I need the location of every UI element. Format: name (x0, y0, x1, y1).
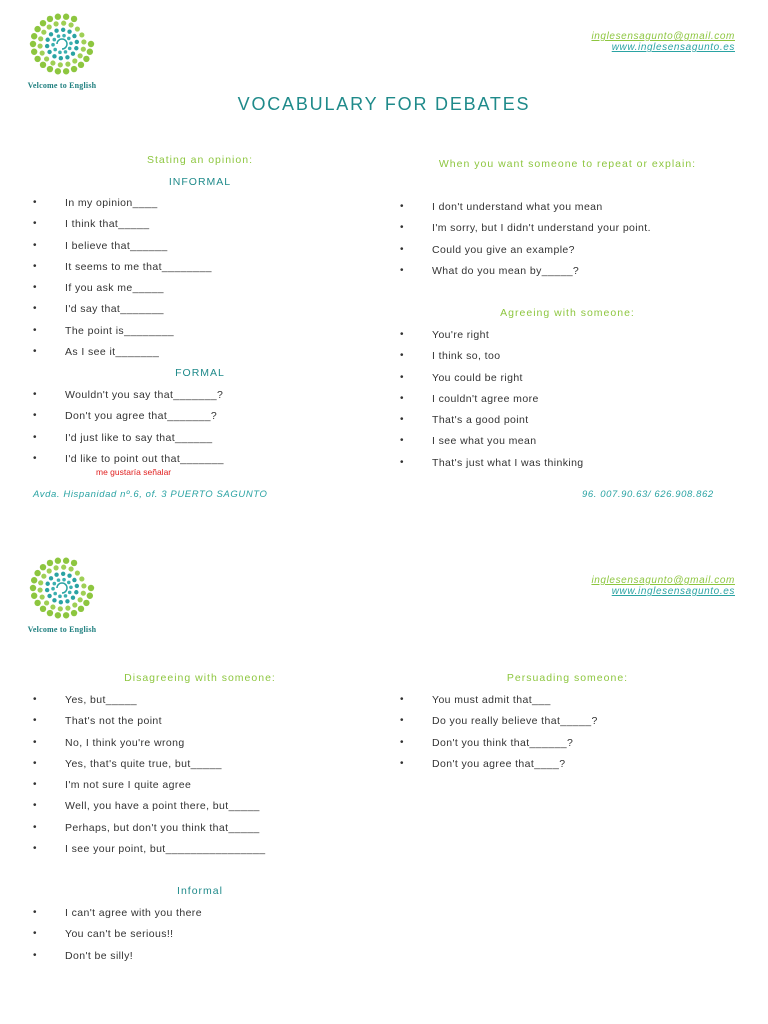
bullet-icon: • (33, 928, 37, 940)
list-item (33, 779, 265, 800)
bullet-icon: • (400, 456, 404, 468)
bullet-icon: • (400, 329, 404, 340)
logo (12, 554, 112, 634)
bullet-icon: • (33, 282, 37, 294)
list-item-text: Perhaps, but don't you think that_____ (65, 821, 260, 834)
list-item (400, 393, 584, 414)
list-item (33, 907, 202, 928)
bullet-icon: • (33, 843, 37, 855)
bullet-icon: • (400, 222, 404, 234)
list-item (33, 197, 212, 218)
bullet-icon: • (33, 218, 37, 230)
list-item (400, 265, 651, 286)
list-item-text: I don't understand what you mean (432, 201, 603, 213)
list-item-text: I believe that______ (65, 239, 168, 252)
list-item-text: Wouldn't you say that_______? (65, 389, 224, 401)
bullet-icon: • (400, 715, 404, 727)
bullet-icon: • (400, 414, 404, 426)
list-item (33, 928, 202, 949)
list-item (400, 694, 598, 715)
list-item (33, 737, 265, 758)
list-item (400, 201, 651, 222)
list-item (33, 715, 265, 736)
disagreeing-heading: Disagreeing with someone: (124, 672, 276, 684)
logo (12, 10, 112, 90)
bullet-icon: • (400, 694, 404, 705)
bullet-icon: • (33, 800, 37, 812)
list-item-text: If you ask me_____ (65, 282, 164, 295)
formal-label: FORMAL (175, 367, 225, 379)
informal-disagree-label: Informal (177, 885, 223, 897)
page-title: VOCABULARY FOR DEBATES (237, 94, 531, 114)
bullet-icon: • (400, 435, 404, 447)
list-item (400, 435, 584, 456)
list-item (33, 843, 265, 864)
list-item-text: Don't you agree that_______? (65, 410, 218, 423)
list-item-text: Don't you think that______? (432, 736, 574, 749)
list-item-text: I'd just like to say that______ (65, 431, 213, 444)
list-item (33, 950, 202, 971)
list-item (33, 218, 212, 239)
bullet-icon: • (33, 239, 37, 251)
list-item (33, 758, 265, 779)
formal-opinion-list (33, 389, 224, 474)
bullet-icon: • (33, 260, 37, 272)
list-item (33, 325, 212, 346)
list-item-text: As I see it_______ (65, 346, 160, 359)
bullet-icon: • (33, 757, 37, 769)
list-item-text: Yes, but_____ (65, 694, 137, 706)
list-item (33, 694, 265, 715)
list-item (400, 715, 598, 736)
bullet-icon: • (33, 821, 37, 833)
email-link[interactable]: inglesensagunto@gmail.com (591, 31, 735, 42)
list-item-text: You could be right (432, 371, 523, 384)
bullet-icon: • (33, 324, 37, 336)
bullet-icon: • (33, 715, 37, 727)
list-item-text: I'd like to point out that_______ (65, 452, 224, 465)
bullet-icon: • (400, 350, 404, 362)
list-item (400, 329, 584, 350)
logo-text: Velcome to English (27, 625, 97, 634)
bullet-icon: • (400, 264, 404, 276)
list-item-text: You're right (432, 329, 490, 341)
list-item (33, 410, 224, 431)
list-item-text: I see what you mean (432, 435, 537, 448)
list-item-text: That's just what I was thinking (432, 456, 584, 469)
list-item-text: Don't you agree that____? (432, 757, 566, 770)
list-item (400, 737, 598, 758)
list-item-text: The point is________ (65, 324, 174, 337)
bullet-icon: • (33, 779, 37, 791)
phone-numbers: 96. 007.90.63/ 626.908.862 (582, 489, 714, 500)
list-item (400, 222, 651, 243)
list-item (400, 244, 651, 265)
bullet-icon: • (33, 410, 37, 422)
agreeing-heading: Agreeing with someone: (500, 307, 635, 319)
bullet-icon: • (400, 736, 404, 748)
list-item (400, 758, 598, 779)
list-item-text: I couldn't agree more (432, 392, 539, 405)
bullet-icon: • (400, 371, 404, 383)
list-item (400, 414, 584, 435)
bullet-icon: • (33, 907, 37, 918)
list-item-text: Do you really believe that_____? (432, 715, 598, 728)
contact-block (515, 31, 735, 53)
list-item (33, 432, 224, 453)
email-link[interactable]: inglesensagunto@gmail.com (591, 575, 735, 586)
agreeing-list (400, 329, 584, 478)
bullet-icon: • (33, 949, 37, 961)
list-item-text: You must admit that___ (432, 694, 551, 706)
list-item-text: No, I think you're wrong (65, 736, 185, 749)
bullet-icon: • (33, 303, 37, 315)
bullet-icon: • (400, 243, 404, 255)
bullet-icon: • (400, 201, 404, 212)
list-item-text: Could you give an example? (432, 243, 575, 256)
list-item (33, 261, 212, 282)
persuading-list (400, 694, 598, 779)
list-item (33, 822, 265, 843)
bullet-icon: • (400, 392, 404, 404)
list-item (400, 350, 584, 371)
list-item-text: In my opinion____ (65, 197, 158, 209)
translation-note: me gustaría señalar (96, 467, 172, 477)
spiral-logo-icon (12, 554, 112, 624)
list-item-text: I'd say that_______ (65, 303, 164, 316)
repeat-explain-list (400, 201, 651, 286)
website-link[interactable]: www.inglesensagunto.es (611, 42, 735, 53)
list-item (400, 457, 584, 478)
bullet-icon: • (400, 757, 404, 769)
bullet-icon: • (33, 346, 37, 358)
list-item (400, 372, 584, 393)
list-item-text: Yes, that's quite true, but_____ (65, 757, 222, 770)
website-link[interactable]: www.inglesensagunto.es (611, 586, 735, 597)
repeat-explain-heading: When you want someone to repeat or explain: (438, 158, 697, 170)
list-item (33, 282, 212, 303)
spiral-logo-icon (12, 10, 112, 80)
list-item-text: I'm not sure I quite agree (65, 779, 192, 792)
bullet-icon: • (33, 736, 37, 748)
bullet-icon: • (33, 431, 37, 443)
list-item (33, 303, 212, 324)
informal-disagree-list (33, 907, 202, 971)
list-item-text: That's a good point (432, 414, 529, 427)
list-item-text: That's not the point (65, 715, 162, 728)
bullet-icon: • (33, 452, 37, 464)
list-item-text: It seems to me that________ (65, 260, 212, 273)
contact-block (515, 575, 735, 597)
list-item-text: I see your point, but________________ (65, 843, 266, 856)
list-item-text: Don't be silly! (65, 949, 134, 962)
informal-label: INFORMAL (168, 176, 232, 188)
stating-opinion-heading: Stating an opinion: (147, 154, 253, 166)
persuading-heading: Persuading someone: (506, 672, 629, 684)
list-item-text: I can't agree with you there (65, 907, 202, 919)
bullet-icon: • (33, 694, 37, 705)
list-item-text: I think that_____ (65, 218, 150, 231)
list-item-text: What do you mean by_____? (432, 264, 580, 277)
list-item-text: Well, you have a point there, but_____ (65, 800, 260, 813)
address: Avda. Hispanidad nº.6, of. 3 PUERTO SAGUNTO (33, 489, 268, 500)
list-item (33, 800, 265, 821)
logo-text: Velcome to English (27, 81, 97, 90)
list-item (33, 346, 212, 367)
informal-opinion-list (33, 197, 212, 367)
bullet-icon: • (33, 197, 37, 208)
list-item-text: I'm sorry, but I didn't understand your point. (432, 222, 651, 235)
list-item-text: I think so, too (432, 350, 501, 363)
list-item (33, 240, 212, 261)
disagreeing-list (33, 694, 265, 864)
bullet-icon: • (33, 389, 37, 400)
list-item (33, 389, 224, 410)
list-item-text: You can't be serious!! (65, 928, 174, 941)
